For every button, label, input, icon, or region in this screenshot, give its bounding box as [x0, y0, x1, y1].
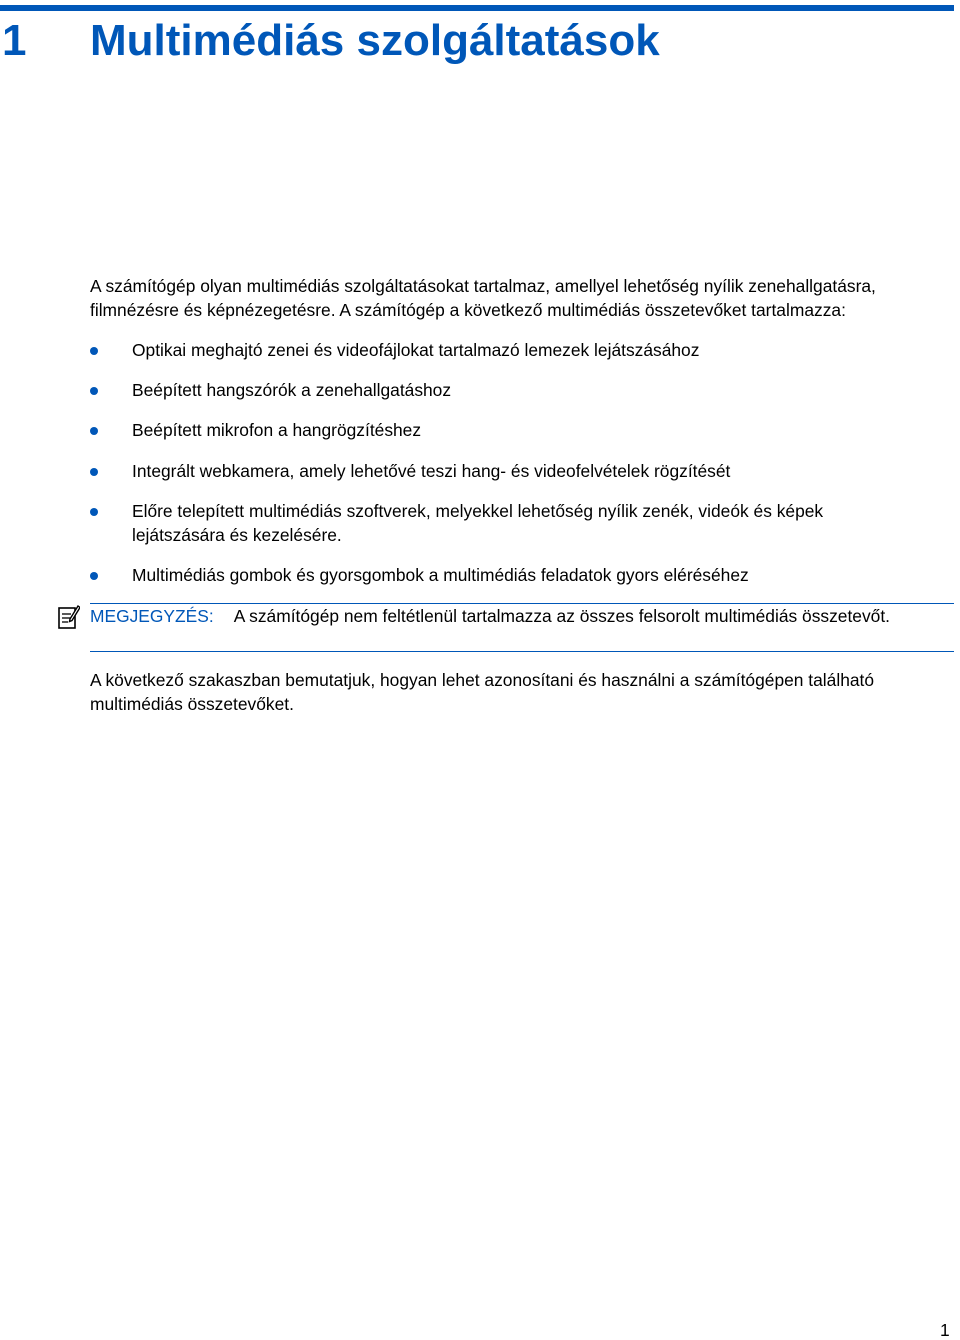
list-item	[90, 500, 910, 547]
list-item	[90, 564, 910, 588]
note-bottom-rule	[90, 651, 954, 652]
chapter-title: Multimédiás szolgáltatások	[90, 16, 660, 65]
note-label: MEGJEGYZÉS:	[90, 606, 214, 626]
bullet-icon	[90, 572, 98, 580]
page-number: 1	[940, 1320, 950, 1340]
note-pencil-icon	[58, 604, 80, 630]
chapter-heading	[0, 14, 954, 68]
note-text: A számítógép nem feltétlenül tartalmazza az összes felsorolt multimédiás összetevőt.	[233, 606, 890, 626]
intro-paragraph: A számítógép olyan multimédiás szolgáltatásokat tartalmaz, amellyel lehetőség nyílik zenehallgatásra, filmnézésre és képnézegetésre. A számítógép a következő multimédiás összetevőket tartalmazza:	[90, 276, 876, 320]
list-item-text: Optikai meghajtó zenei és videofájlokat tartalmazó lemezek lejátszásához	[132, 340, 700, 360]
bullet-icon	[90, 468, 98, 476]
list-item	[90, 419, 910, 443]
bullet-icon	[90, 427, 98, 435]
list-item-text: Integrált webkamera, amely lehetővé teszi hang- és videofelvételek rögzítését	[132, 461, 731, 481]
note-top-rule	[90, 603, 954, 604]
bullet-icon	[90, 387, 98, 395]
list-item-text: Beépített mikrofon a hangrögzítéshez	[132, 420, 422, 440]
bullet-icon	[90, 347, 98, 355]
list-item-text: Beépített hangszórók a zenehallgatáshoz	[132, 380, 452, 400]
chapter-number: 1	[2, 16, 27, 65]
list-item-text: Multimédiás gombok és gyorsgombok a multimédiás feladatok gyors eléréséhez	[132, 565, 749, 585]
note-block	[90, 605, 956, 629]
list-item-text: Előre telepített multimédiás szoftverek, melyekkel lehetőség nyílik zenék, videók és képek lejátszására és kezelésére.	[132, 501, 824, 545]
bullet-icon	[90, 508, 98, 516]
outro-paragraph: A következő szakaszban bemutatjuk, hogyan lehet azonosítani és használni a számítógépen található multimédiás összetevőket.	[90, 670, 875, 714]
list-item	[90, 379, 910, 403]
list-item	[90, 339, 910, 363]
list-item	[90, 460, 910, 484]
chapter-top-rule	[0, 5, 954, 11]
